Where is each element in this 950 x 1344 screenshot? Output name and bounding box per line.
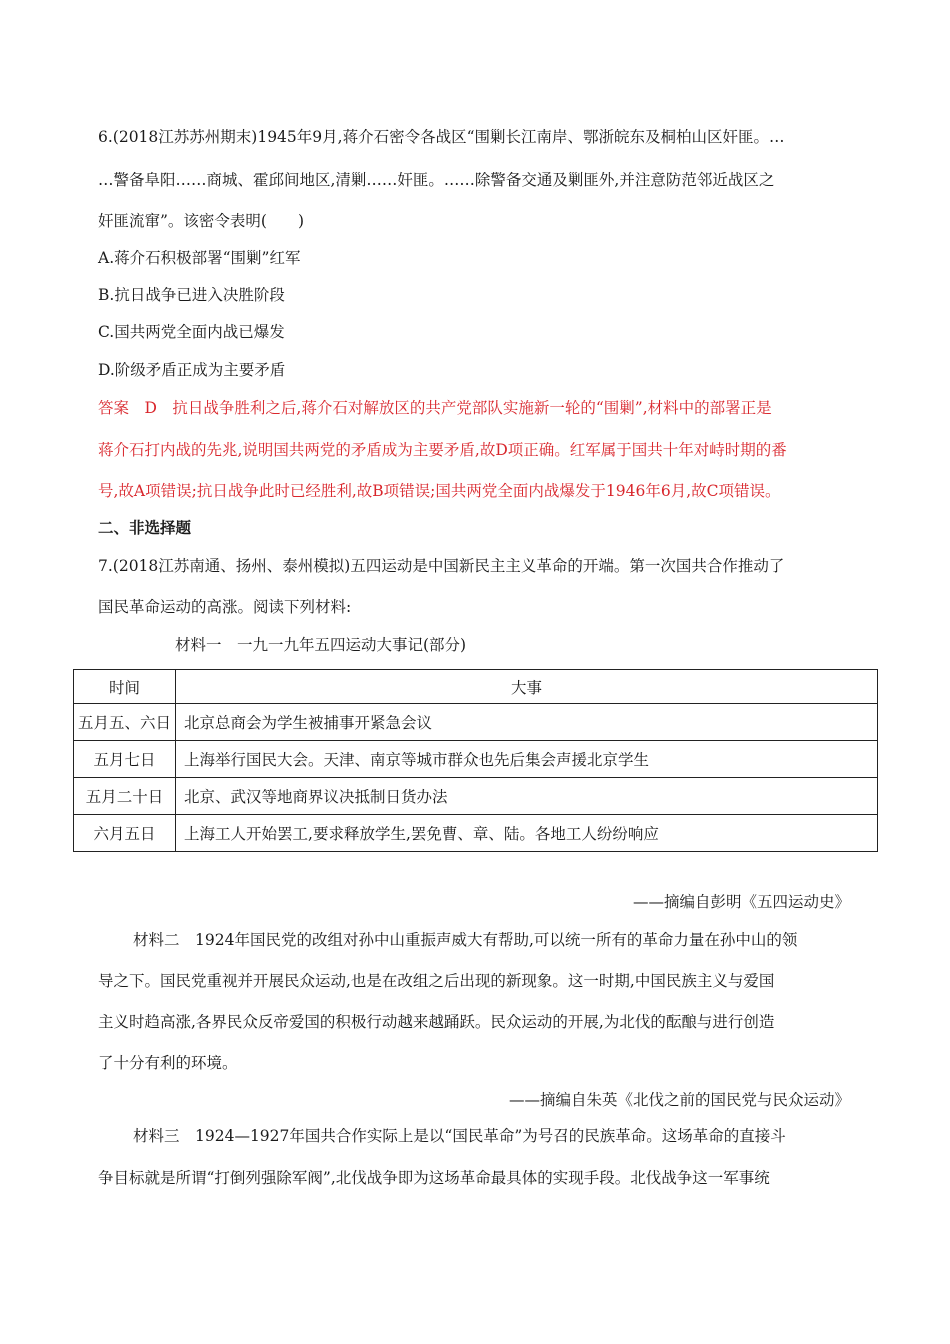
table-cell-time: 六月五日	[74, 815, 176, 852]
q6-stem-line-2: …警备阜阳……商城、霍邱间地区,清剿……奸匪。……除警备交通及剿匪外,并注意防范邻近战区之	[98, 171, 775, 189]
q6-answer-line-1: 答案 D 抗日战争胜利之后,蒋介石对解放区的共产党部队实施新一轮的“围剿”,材料中的部署正是	[98, 399, 772, 417]
table-header-row	[74, 670, 878, 704]
q6-option-d: D.阶级矛盾正成为主要矛盾	[98, 361, 286, 379]
material2-line-3: 主义时趋高涨,各界民众反帝爱国的积极行动越来越踊跃。民众运动的开展,为北伐的酝酿与进行创造	[98, 1013, 775, 1031]
q7-stem-line-2: 国民革命运动的高涨。阅读下列材料:	[98, 598, 352, 616]
material3-line-2: 争目标就是所谓“打倒列强除军阀”,北伐战争即为这场革命最具体的实现手段。北伐战争这一军事统	[98, 1169, 770, 1187]
material2-source: ——摘编自朱英《北伐之前的国民党与民众运动》	[508, 1091, 850, 1109]
table-row	[74, 741, 878, 778]
table-cell-event: 北京总商会为学生被捕事开紧急会议	[176, 704, 878, 741]
material3-line-1: 材料三 1924—1927年国共合作实际上是以“国民革命”为号召的民族革命。这场革命的直接斗	[133, 1127, 786, 1145]
material1-title: 材料一 一九一九年五四运动大事记(部分)	[175, 636, 467, 654]
table-header-event: 大事	[176, 670, 878, 704]
table-row	[74, 815, 878, 852]
table-cell-time: 五月七日	[74, 741, 176, 778]
table-cell-event: 上海举行国民大会。天津、南京等城市群众也先后集会声援北京学生	[176, 741, 878, 778]
q6-stem-line-3: 奸匪流窜”。该密令表明( )	[98, 212, 305, 230]
table-row	[74, 704, 878, 741]
table-cell-time: 五月五、六日	[74, 704, 176, 741]
material2-line-1: 材料二 1924年国民党的改组对孙中山重振声威大有帮助,可以统一所有的革命力量在孙中山的领	[133, 931, 798, 949]
q6-answer-line-3: 号,故A项错误;抗日战争此时已经胜利,故B项错误;国共两党全面内战爆发于1946年6月,故C项错误。	[98, 482, 781, 500]
q6-option-a: A.蒋介石积极部署“围剿”红军	[98, 249, 301, 267]
material2-line-4: 了十分有利的环境。	[98, 1054, 238, 1072]
table-cell-time: 五月二十日	[74, 778, 176, 815]
q6-stem-line-1: 6.(2018江苏苏州期末)1945年9月,蒋介石密令各战区“围剿长江南岸、鄂浙皖东及桐柏山区奸匪。…	[98, 128, 785, 146]
q6-answer-line-2: 蒋介石打内战的先兆,说明国共两党的矛盾成为主要矛盾,故D项正确。红军属于国共十年对峙时期的番	[98, 441, 787, 459]
table-header-time: 时间	[74, 670, 176, 704]
material1-source: ——摘编自彭明《五四运动史》	[632, 893, 850, 911]
table-cell-event: 北京、武汉等地商界议决抵制日货办法	[176, 778, 878, 815]
table-cell-event: 上海工人开始罢工,要求释放学生,罢免曹、章、陆。各地工人纷纷响应	[176, 815, 878, 852]
table-row	[74, 778, 878, 815]
material2-line-2: 导之下。国民党重视并开展民众运动,也是在改组之后出现的新现象。这一时期,中国民族主义与爱国	[98, 972, 775, 990]
q7-stem-line-1: 7.(2018江苏南通、扬州、泰州模拟)五四运动是中国新民主主义革命的开端。第一次国共合作推动了	[98, 557, 785, 575]
section-title: 二、非选择题	[98, 518, 192, 537]
q6-option-b: B.抗日战争已进入决胜阶段	[98, 286, 285, 304]
q6-option-c: C.国共两党全面内战已爆发	[98, 323, 285, 341]
events-table	[73, 669, 878, 852]
